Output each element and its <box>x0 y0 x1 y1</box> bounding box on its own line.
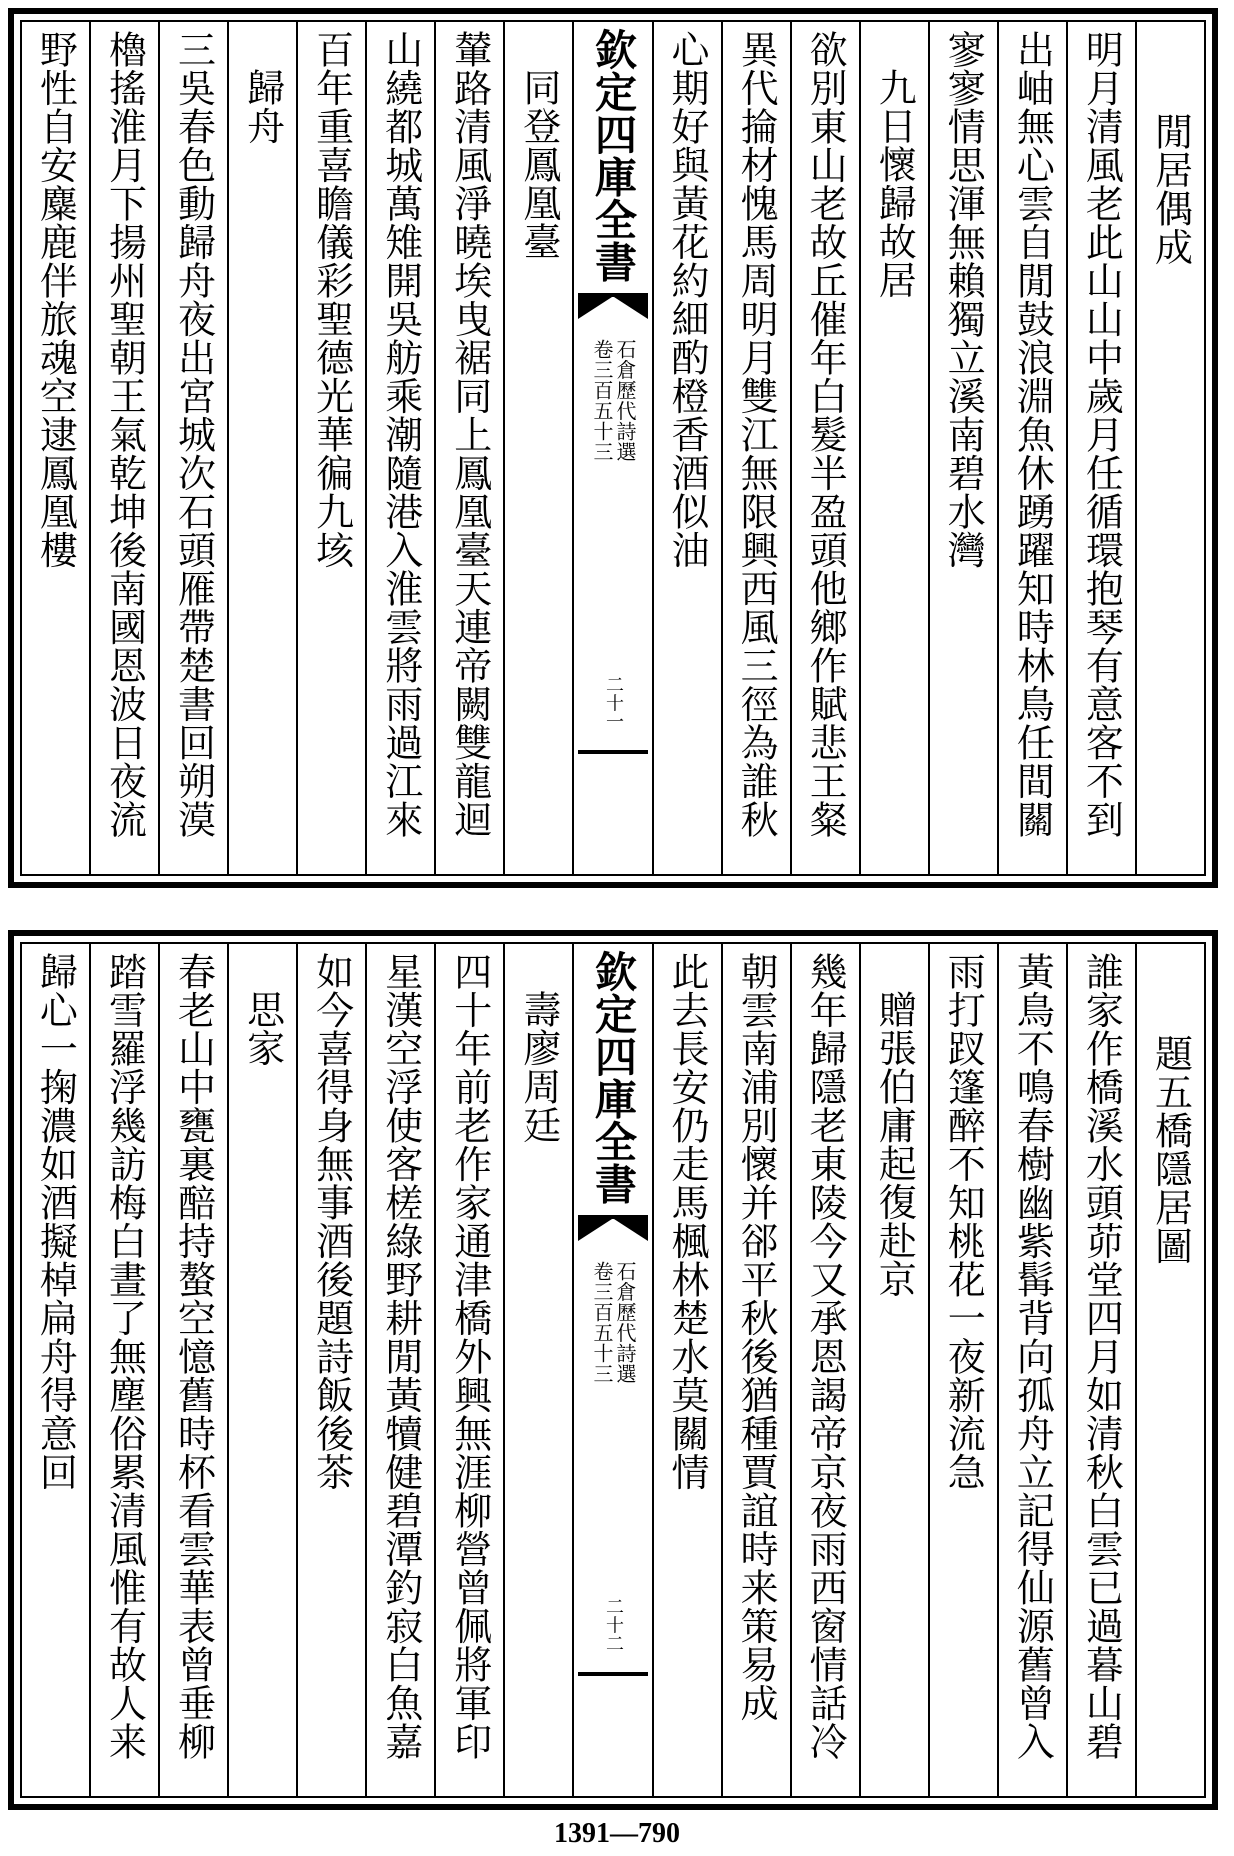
text-column <box>227 944 296 1796</box>
text-column <box>296 944 365 1796</box>
series-title: 欽定四庫全書 <box>588 950 638 1205</box>
poem-title: 閒居偶成 <box>1148 112 1193 266</box>
text-column <box>1066 22 1135 874</box>
poem-line: 欲別東山老故丘催年白髮半盈頭他鄉作賦悲王粲 <box>803 30 848 839</box>
text-column <box>22 944 89 1796</box>
text-column <box>1135 22 1204 874</box>
banner-rule <box>578 1672 648 1676</box>
poem-title: 歸舟 <box>240 68 285 145</box>
book-title: 石倉歷代詩選 <box>612 339 637 462</box>
text-column <box>365 22 434 874</box>
poem-title: 思家 <box>240 990 285 1067</box>
text-column <box>158 944 227 1796</box>
book-title: 石倉歷代詩選 <box>612 1261 637 1384</box>
fish-tail-mark <box>578 293 648 331</box>
text-column <box>89 944 158 1796</box>
text-column <box>928 22 997 874</box>
text-column <box>1066 944 1135 1796</box>
poem-title: 贈張伯庸起復赴京 <box>872 990 917 1298</box>
series-title: 欽定四庫全書 <box>588 28 638 283</box>
text-column <box>997 944 1066 1796</box>
text-column <box>790 944 859 1796</box>
poem-line: 四十年前老作家通津橋外興無涯柳營曾佩將軍印 <box>447 952 492 1761</box>
poem-line: 輦路清風淨曉埃曳裾同上鳳凰臺天連帝闕雙龍迴 <box>447 30 492 839</box>
poem-line: 歸心一掬濃如酒擬棹扁舟得意回 <box>33 952 78 1491</box>
poem-line: 山繞都城萬雉開吳舫乘潮隨港入淮雲將雨過江來 <box>378 30 423 839</box>
text-column <box>296 22 365 874</box>
text-column <box>1135 944 1204 1796</box>
text-column <box>652 22 721 874</box>
folio-number: 二十一 <box>602 674 624 730</box>
poem-line: 踏雪羅浮幾訪梅白晝了無塵俗累清風惟有故人来 <box>102 952 147 1761</box>
text-column <box>721 944 790 1796</box>
poem-line: 春老山中甕裏醅持螯空憶舊時杯看雲華表曾垂柳 <box>171 952 216 1761</box>
center-banner <box>572 944 651 1796</box>
text-column <box>434 22 503 874</box>
text-column <box>22 22 89 874</box>
poem-line: 雨打䟕篷醉不知桃花一夜新流急 <box>941 952 986 1491</box>
banner-rule <box>578 750 648 754</box>
folio-number: 二十二 <box>602 1596 624 1652</box>
text-column <box>158 22 227 874</box>
poem-title: 壽廖周廷 <box>516 990 561 1144</box>
text-column <box>721 22 790 874</box>
text-column <box>503 944 572 1796</box>
text-column <box>503 22 572 874</box>
poem-line: 朝雲南浦別懷并郤平秋後猶種賈誼時来策易成 <box>734 952 779 1722</box>
text-column <box>434 944 503 1796</box>
banner-subtitle <box>591 1261 635 1384</box>
poem-line: 星漢空浮使客槎綠野耕閒黃犢健碧潭釣寂白魚嘉 <box>378 952 423 1761</box>
text-column <box>928 944 997 1796</box>
volume-number: 卷三百五十三 <box>589 1261 614 1384</box>
text-column <box>89 22 158 874</box>
poem-line: 心期好與黃花約細酌橙香酒似油 <box>665 30 710 569</box>
poem-line: 黃鳥不鳴春樹幽紫髯背向孤舟立記得仙源舊曾入 <box>1010 952 1055 1761</box>
poem-line: 櫓搖淮月下揚州聖朝王氣乾坤後南國恩波日夜流 <box>102 30 147 839</box>
text-column <box>652 944 721 1796</box>
poem-line: 明月清風老此山山中歲月任循環抱琴有意客不到 <box>1079 30 1124 839</box>
poem-line: 野性自安麋鹿伴旅魂空逮鳳凰樓 <box>33 30 78 569</box>
poem-title: 題五橋隱居圖 <box>1148 1034 1193 1265</box>
poem-line: 百年重喜瞻儀彩聖德光華徧九垓 <box>309 30 354 569</box>
bottom-page <box>8 930 1218 1810</box>
text-column <box>997 22 1066 874</box>
text-column <box>859 944 928 1796</box>
poem-line: 幾年歸隱老東陵今又承恩謁帝京夜雨西窗情話冷 <box>803 952 848 1761</box>
poem-title: 九日懷歸故居 <box>872 68 917 299</box>
text-column <box>859 22 928 874</box>
volume-number: 卷三百五十三 <box>589 339 614 462</box>
top-page <box>8 8 1218 888</box>
fish-tail-mark <box>578 1215 648 1253</box>
page-reference: 1391—790 <box>554 1818 680 1849</box>
poem-title: 同登鳳凰臺 <box>516 68 561 261</box>
poem-line: 如今喜得身無事酒後題詩飯後茶 <box>309 952 354 1491</box>
text-column <box>365 944 434 1796</box>
center-banner <box>572 22 651 874</box>
poem-line: 三吳春色動歸舟夜出宮城次石頭雁帶楚書回朔漠 <box>171 30 216 839</box>
text-column <box>790 22 859 874</box>
poem-line: 異代掄材愧馬周明月雙江無限興西風三徑為誰秋 <box>734 30 779 839</box>
text-column <box>227 22 296 874</box>
poem-line: 出岫無心雲自閒鼓浪淵魚休踴躍知時林鳥任間關 <box>1010 30 1055 839</box>
poem-line: 此去長安仍走馬楓林楚水莫關情 <box>665 952 710 1491</box>
banner-subtitle <box>591 339 635 462</box>
poem-line: 寥寥情思渾無賴獨立溪南碧水灣 <box>941 30 986 569</box>
poem-line: 誰家作橋溪水頭茆堂四月如清秋白雲已過暮山碧 <box>1079 952 1124 1761</box>
